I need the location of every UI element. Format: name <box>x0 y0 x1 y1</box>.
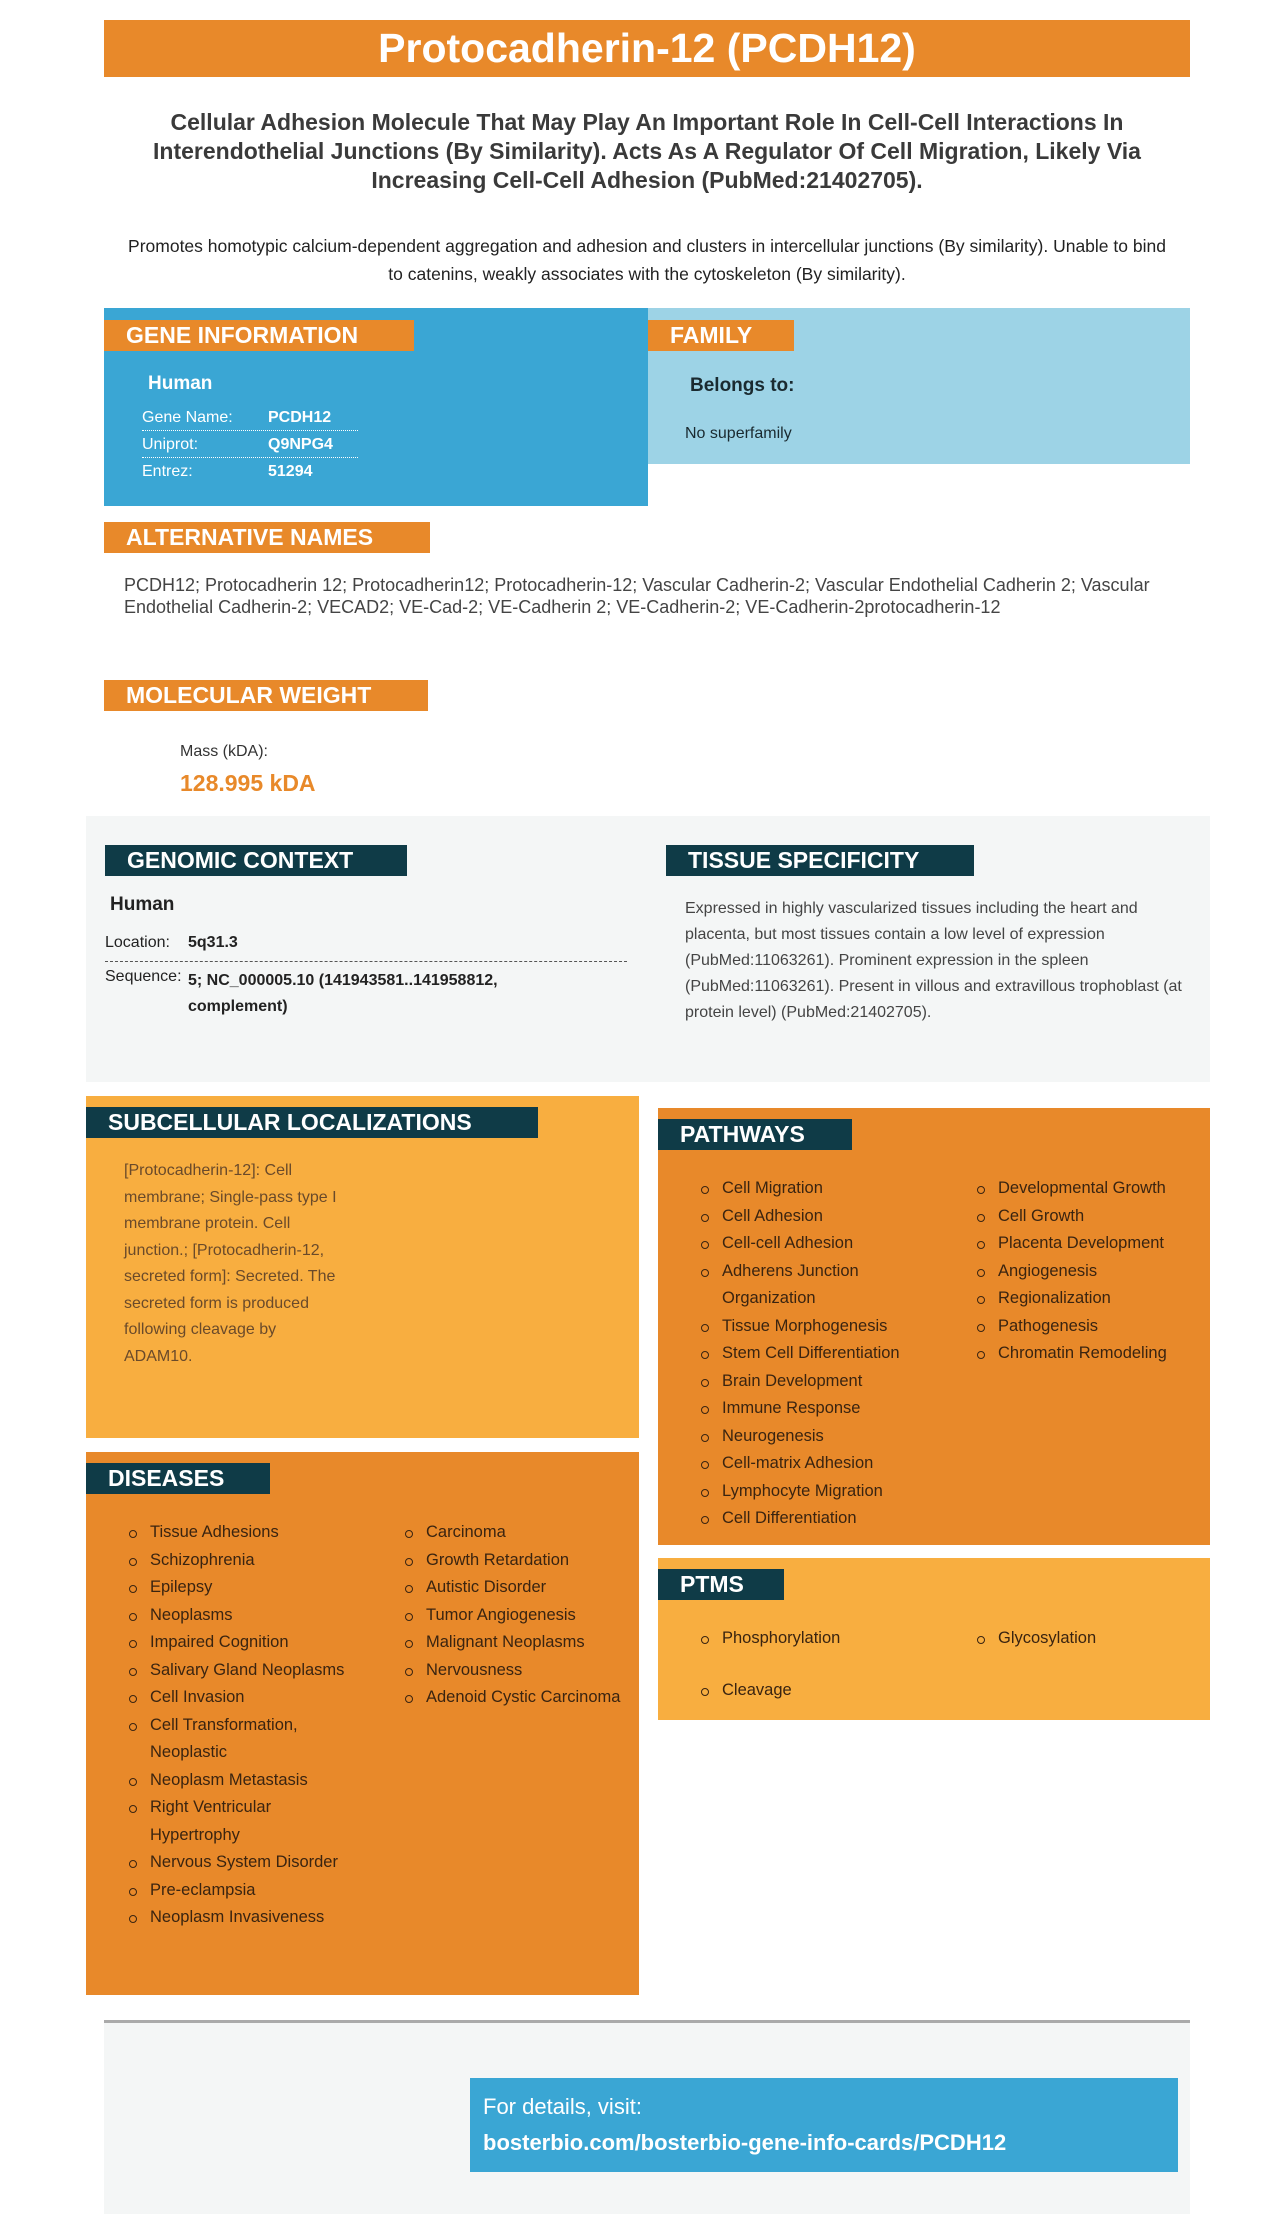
subcellular-panel <box>86 1096 639 1438</box>
pathway-item: Stem Cell Differentiation <box>698 1340 938 1368</box>
alternative-names-heading: ALTERNATIVE NAMES <box>104 522 430 553</box>
family-panel <box>648 308 1190 464</box>
pathway-item: Adherens Junction Organization <box>698 1258 938 1313</box>
tissue-specificity-text: Expressed in highly vascularized tissues including the heart and placenta, but most tissues contain a low level of expression (PubMed:11063261). Prominent expression in the spleen (PubMed:11063261). Present in villous and extravillous trophoblast (at protein level) (PubMed:21402705). <box>685 900 1182 1021</box>
gene-information-heading: GENE INFORMATION <box>104 320 414 351</box>
pathway-item: Cell-cell Adhesion <box>698 1230 938 1258</box>
location-value: 5q31.3 <box>188 934 238 951</box>
page-title: Protocadherin-12 (PCDH12) <box>104 20 1190 77</box>
disease-item: Impaired Cognition <box>126 1629 362 1657</box>
uniprot-label: Uniprot: <box>142 436 199 453</box>
mass-value: 128.995 kDA <box>180 770 316 796</box>
pathway-item: Cell Differentiation <box>698 1505 938 1533</box>
pathway-item: Cell Adhesion <box>698 1203 938 1231</box>
location-row <box>105 934 627 962</box>
family-value: No superfamily <box>685 425 792 442</box>
disease-item: Tissue Adhesions <box>126 1519 362 1547</box>
genomic-context-heading: GENOMIC CONTEXT <box>105 845 407 876</box>
family-heading: FAMILY <box>648 320 794 351</box>
mass-label: Mass (kDA): <box>180 743 268 760</box>
pathway-item: Cell-matrix Adhesion <box>698 1450 938 1478</box>
disease-item: Tumor Angiogenesis <box>402 1602 622 1630</box>
disease-item: Autistic Disorder <box>402 1574 622 1602</box>
uniprot-value: Q9NPG4 <box>268 436 333 453</box>
diseases-list-right <box>402 1519 622 1712</box>
function-description: Promotes homotypic calcium-dependent aggregation and adhesion and clusters in intercellular junctions (By similarity). Unable to bind to catenins, weakly associates with the cytoskeleton (By similarity). <box>128 236 1166 284</box>
ptm-item: Phosphorylation <box>698 1625 938 1653</box>
ptms-list-left <box>698 1625 938 1704</box>
gene-name-value: PCDH12 <box>268 409 332 426</box>
disease-item: Adenoid Cystic Carcinoma <box>402 1684 622 1712</box>
molecular-weight-heading: MOLECULAR WEIGHT <box>104 680 428 711</box>
page-subtitle: Cellular Adhesion Molecule That May Play An Important Role In Cell-Cell Interactions In Interendothelial Junctions (By Similarity). Acts As A Regulator Of Cell Migration, Likely Via Increasing Cell-Cell Adhesion (PubMed:21402705). <box>153 109 1141 193</box>
diseases-panel <box>86 1452 639 1995</box>
details-link[interactable]: bosterbio.com/bosterbio-gene-info-cards/PCDH12 <box>483 2130 1007 2155</box>
disease-item: Neoplasm Metastasis <box>126 1767 362 1795</box>
disease-item: Right Ventricular Hypertrophy <box>126 1794 362 1849</box>
genomic-tissue-panel <box>86 816 1210 1082</box>
gene-information-panel <box>104 308 648 506</box>
gene-name-label: Gene Name: <box>142 409 233 426</box>
diseases-list-left <box>126 1519 362 1932</box>
pathway-item: Cell Migration <box>698 1175 938 1203</box>
ptms-heading: PTMS <box>658 1569 784 1600</box>
pathways-list-right <box>974 1175 1204 1368</box>
pathways-panel <box>658 1108 1210 1545</box>
disease-item: Neoplasms <box>126 1602 362 1630</box>
pathway-item: Angiogenesis <box>974 1258 1204 1286</box>
disease-item: Pre-eclampsia <box>126 1877 362 1905</box>
disease-item: Malignant Neoplasms <box>402 1629 622 1657</box>
gene-name-row <box>142 404 358 431</box>
location-label: Location: <box>105 934 170 951</box>
disease-item: Growth Retardation <box>402 1547 622 1575</box>
details-label: For details, visit: <box>483 2094 642 2119</box>
tissue-specificity-heading: TISSUE SPECIFICITY <box>666 845 974 876</box>
pathway-item: Tissue Morphogenesis <box>698 1313 938 1341</box>
sequence-value: 5; NC_000005.10 (141943581..141958812, complement) <box>188 972 498 1015</box>
pathway-item: Neurogenesis <box>698 1423 938 1451</box>
ptm-item: Glycosylation <box>974 1625 1204 1653</box>
subcellular-text: [Protocadherin-12]: Cell membrane; Single-pass type I membrane protein. Cell junction.; [Protocadherin-12, secreted form]: Secreted. The secreted form is produced following cleavage by ADAM10. <box>124 1162 337 1365</box>
disease-item: Cell Invasion <box>126 1684 362 1712</box>
disease-item: Neoplasm Invasiveness <box>126 1904 362 1932</box>
disease-item: Schizophrenia <box>126 1547 362 1575</box>
pathway-item: Developmental Growth <box>974 1175 1204 1203</box>
ptm-item: Cleavage <box>698 1677 938 1705</box>
entrez-row <box>142 458 358 485</box>
details-link-box[interactable] <box>470 2078 1178 2172</box>
pathway-item: Brain Development <box>698 1368 938 1396</box>
pathways-list-left <box>698 1175 938 1533</box>
gene-species: Human <box>148 373 213 394</box>
pathway-item: Lymphocyte Migration <box>698 1478 938 1506</box>
pathway-item: Immune Response <box>698 1395 938 1423</box>
entrez-value: 51294 <box>268 463 313 480</box>
disease-item: Carcinoma <box>402 1519 622 1547</box>
uniprot-row <box>142 431 358 458</box>
subcellular-heading: SUBCELLULAR LOCALIZATIONS <box>86 1107 538 1138</box>
disease-item: Epilepsy <box>126 1574 362 1602</box>
alternative-names-text: PCDH12; Protocadherin 12; Protocadherin12; Protocadherin-12; Vascular Cadherin-2; Vascular Endothelial Cadherin 2; Vascular Endothelial Cadherin-2; VECAD2; VE-Cad-2; VE-Cadherin 2; VE-Cadherin-2; VE-Cadherin-2protocadherin-12 <box>124 575 1150 617</box>
genomic-species: Human <box>110 894 175 915</box>
pathway-item: Pathogenesis <box>974 1313 1204 1341</box>
diseases-heading: DISEASES <box>86 1463 270 1494</box>
pathways-heading: PATHWAYS <box>658 1119 852 1150</box>
ptms-list-right <box>974 1625 1204 1653</box>
pathway-item: Chromatin Remodeling <box>974 1340 1204 1368</box>
disease-item: Cell Transformation, Neoplastic <box>126 1712 362 1767</box>
entrez-label: Entrez: <box>142 463 193 480</box>
disease-item: Nervous System Disorder <box>126 1849 362 1877</box>
sequence-label: Sequence: <box>105 968 182 985</box>
pathway-item: Cell Growth <box>974 1203 1204 1231</box>
pathway-item: Regionalization <box>974 1285 1204 1313</box>
pathway-item: Placenta Development <box>974 1230 1204 1258</box>
disease-item: Salivary Gland Neoplasms <box>126 1657 362 1685</box>
ptms-panel <box>658 1558 1210 1720</box>
disease-item: Nervousness <box>402 1657 622 1685</box>
family-label: Belongs to: <box>690 375 795 396</box>
